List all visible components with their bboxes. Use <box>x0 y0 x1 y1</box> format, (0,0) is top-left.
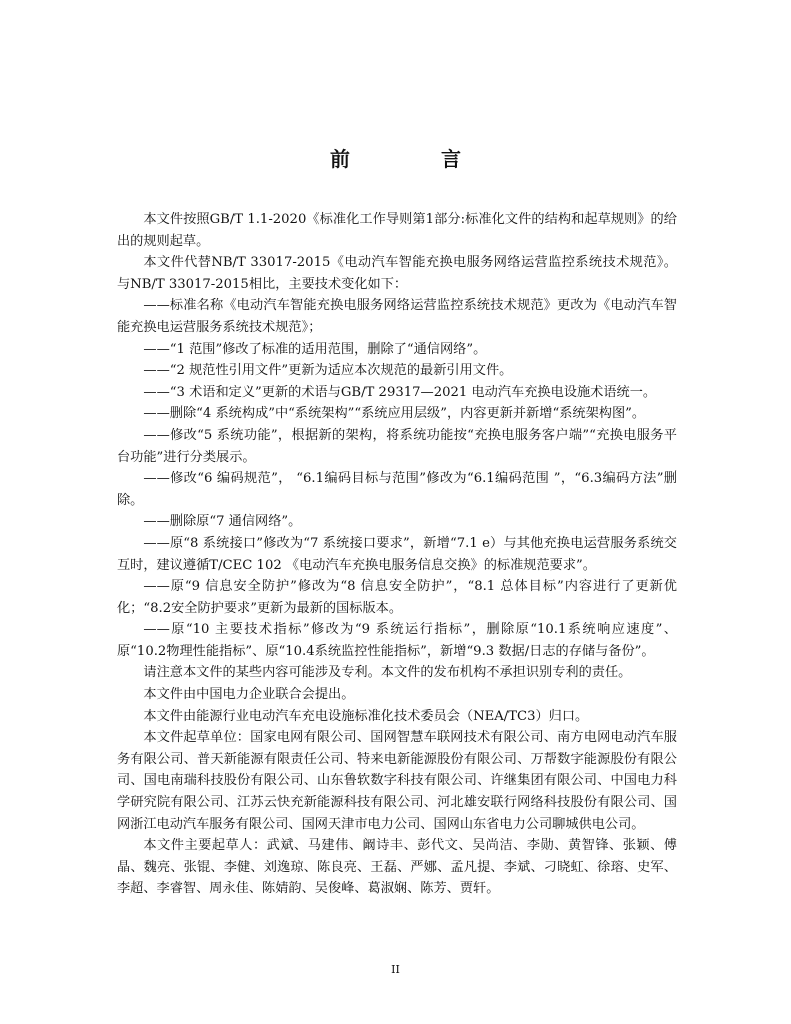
paragraph: ——“1 范围”修改了标准的适用范围，删除了“通信网络”。 <box>143 341 487 357</box>
page-title: 前 言 <box>330 147 503 171</box>
paragraph: ——标准名称《电动汽车智能充换电服务网络运营监控系统技术规范》更改为《电动汽车智能充换电运营服务系统技术规范》； <box>117 298 677 335</box>
page-number: II <box>391 963 400 976</box>
paragraph: ——修改“5 系统功能”，根据新的架构，将系统功能按“充换电服务客户端”“充换电服务平台功能”进行分类展示。 <box>117 427 677 465</box>
paragraph: ——删除“4 系统构成”中“系统架构”“系统应用层级”，内容更新并新增“系统架构图”。 <box>143 406 646 422</box>
paragraph: ——修改“6 编码规范”， “6.1编码目标与范围”修改为“6.1编码范围 ”，“6.3编码方法”删除。 <box>117 471 677 508</box>
paragraph: ——原“9 信息安全防护”修改为“8 信息安全防护”，“8.1 总体目标”内容进行了更新优化；“8.2安全防护要求”更新为最新的国标版本。 <box>117 579 677 616</box>
paragraph: 请注意本文件的某些内容可能涉及专利。本文件的发布机构不承担识别专利的责任。 <box>143 665 632 681</box>
paragraph: 本文件主要起草人：武斌、马建伟、阚诗丰、彭代文、吴尚洁、李勋、黄智锋、张颖、傅晶、魏亮、张锟、李健、刘逸琼、陈良亮、王磊、严娜、孟凡提、李斌、刁晓虹、徐瑢、史军、李超、李睿智、周永佳、陈婧韵、吴俊峰、葛淑娴、陈芳、贾轩。 <box>117 838 677 897</box>
paragraph: 本文件按照GB/T 1.1-2020《标准化工作导则第1部分:标准化文件的结构和起草规则》的给出的规则起草。 <box>117 212 677 249</box>
paragraph: ——原“8 系统接口”修改为“7 系统接口要求”，新增“7.1 e）与其他充换电运营服务系统交互时，建议遵循T/CEC 102 《电动汽车充换电服务信息交换》的标准规范要求”。 <box>117 535 677 573</box>
foreword-body <box>117 209 677 900</box>
paragraph: ——原“10 主要技术指标”修改为“9 系统运行指标”，删除原“10.1系统响应速度”、原“10.2物理性能指标”、原“10.4系统监控性能指标”，新增“9.3 数据/日志的存储与备份”。 <box>117 622 677 659</box>
paragraph: ——删除原“7 通信网络”。 <box>143 514 302 530</box>
paragraph: 本文件由中国电力企业联合会提出。 <box>143 687 355 703</box>
paragraph: 本文件起草单位：国家电网有限公司、国网智慧车联网技术有限公司、南方电网电动汽车服务有限公司、普天新能源有限责任公司、特来电新能源股份有限公司、万帮数字能源股份有限公司、国电南瑞科技股份有限公司、山东鲁软数字科技有限公司、许继集团有限公司、中国电力科学研究院有限公司、江苏云快充新能源科技有限公司、河北雄安联行网络科技股份有限公司、国网浙江电动汽车服务有限公司、国网天津市电力公司、国网山东省电力公司聊城供电公司。 <box>117 730 677 832</box>
paragraph: ——“3 术语和定义”更新的术语与GB/T 29317—2021 电动汽车充换电设施术语统一。 <box>143 384 657 400</box>
paragraph: ——“2 规范性引用文件”更新为适应本次规范的最新引用文件。 <box>143 363 513 379</box>
paragraph: 本文件由能源行业电动汽车充电设施标准化技术委员会（NEA/TC3）归口。 <box>143 708 589 724</box>
paragraph: 本文件代替NB/T 33017-2015《电动汽车智能充换电服务网络运营监控系统技术规范》。与NB/T 33017-2015相比，主要技术变化如下： <box>117 255 677 292</box>
